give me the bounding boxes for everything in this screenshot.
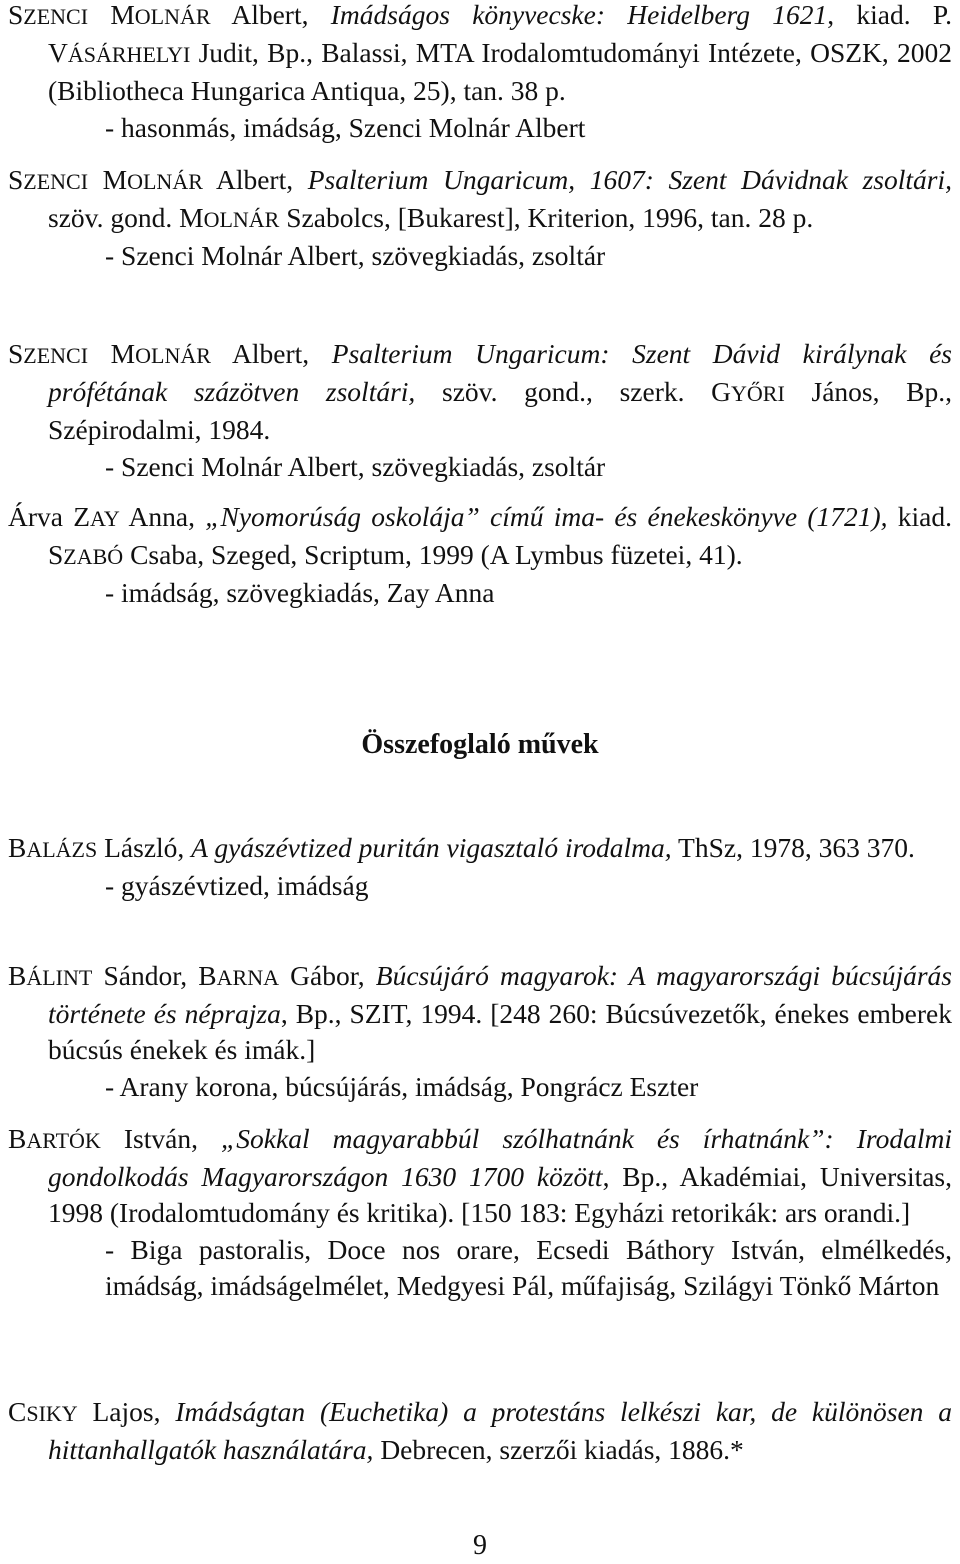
bibliography-entry [8, 1394, 952, 1468]
entry-citation: CSIKY Lajos, Imádságtan (Euchetika) a protestáns lelkészi kar, de különösen a hittanhallgatók használatára, Debrecen, szerzői kiadás, 1886.* [8, 1396, 952, 1466]
entry-citation: SZENCI MOLNÁR Albert, Psalterium Ungaricum: Szent Dávid királynak és prófétának százötven zsoltári, szöv. gond., szerk. GYŐRI János, Bp., Szépirodalmi, 1984. [8, 338, 952, 446]
entry-citation: BÁLINT Sándor, BARNA Gábor, Búcsújáró magyarok: A magyarországi búcsújárás története és néprajza, Bp., SZIT, 1994. [248 260: Búcsúvezetők, énekes emberek búcsús énekek és imák.] [8, 960, 952, 1066]
entry-title: Psalterium Ungaricum, 1607: Szent Dávidnak zsoltári, [307, 164, 952, 195]
entry-keywords: - Szenci Molnár Albert, szövegkiadás, zsoltár [105, 240, 606, 272]
entry-citation: BALÁZS László, A gyászévtized puritán vigasztaló irodalma, ThSz, 1978, 363 370. [8, 832, 915, 863]
bibliography-entry [8, 958, 952, 1105]
entry-title: Imádságos könyvecske: Heidelberg 1621 [330, 0, 828, 30]
entry-citation: Árva ZAY Anna, „Nyomorúság oskolája” című ima- és énekeskönyve (1721), kiad. SZABÓ Csaba, Szeged, Scriptum, 1999 (A Lymbus füzetei, 41). [8, 501, 952, 571]
entry-keywords: - imádság, szövegkiadás, Zay Anna [105, 577, 495, 609]
bibliography-entry [8, 499, 952, 612]
entry-title: A gyászévtized puritán vigasztaló irodalma, [191, 832, 672, 863]
entry-title: Imádságtan (Euchetika) a protestáns lelkészi kar, de különösen a hittanhallgatók használatára, [48, 1396, 952, 1466]
bibliography-entry [8, 336, 952, 485]
page-number: 9 [473, 1530, 487, 1561]
section-heading: Összefoglaló művek [361, 729, 599, 760]
bibliography-entry [8, 830, 952, 904]
bibliography-entry [8, 1121, 952, 1304]
entry-title: „Nyomorúság oskolája” című ima- és énekeskönyve (1721), [205, 501, 888, 532]
entry-title: „Sokkal magyarabbúl szólhatnánk és írhatnánk”: Irodalmi gondolkodás Magyarországon 1630 1700 között [48, 1123, 952, 1193]
entry-title: Búcsújáró magyarok: A magyarországi búcsújárás története és néprajza [48, 960, 952, 1030]
entry-keywords: - gyászévtized, imádság [105, 870, 369, 902]
entry-keywords: - Arany korona, búcsújárás, imádság, Pongrácz Eszter [105, 1070, 699, 1102]
entry-keywords: - hasonmás, imádság, Szenci Molnár Albert [105, 111, 586, 143]
bibliography-entry [8, 162, 952, 275]
entry-citation: BARTÓK István, „Sokkal magyarabbúl szólhatnánk és írhatnánk”: Irodalmi gondolkodás Magyarországon 1630 1700 között, Bp., Akadémiai, Universitas, 1998 (Irodalomtudomány és kritika). [150 183: Egyházi retorikák: ars orandi.] [8, 1123, 953, 1229]
entry-citation: SZENCI MOLNÁR Albert, Psalterium Ungaricum, 1607: Szent Dávidnak zsoltári, szöv. gond. MOLNÁR Szabolcs, [Bukarest], Kriterion, 1996, tan. 28 p. [8, 164, 952, 234]
bibliography-entry [8, 0, 952, 146]
entry-citation: SZENCI MOLNÁR Albert, Imádságos könyvecske: Heidelberg 1621, kiad. P. VÁSÁRHELYI Judit, Bp., Balassi, MTA Irodalomtudományi Intézete, OSZK, 2002 (Bibliotheca Hungarica Antiqua, 25), tan. 38 p. [8, 0, 952, 107]
entry-keywords: - Szenci Molnár Albert, szövegkiadás, zsoltár [105, 450, 606, 482]
entry-title: Psalterium Ungaricum: Szent Dávid királynak és prófétának százötven zsoltári, [48, 338, 952, 408]
entry-keywords: - Biga pastoralis, Doce nos orare, Ecsedi Báthory István, elmélkedés, imádság, imádságelmélet, Medgyesi Pál, műfajiság, Szilágyi Tönkő Márton [105, 1233, 952, 1301]
